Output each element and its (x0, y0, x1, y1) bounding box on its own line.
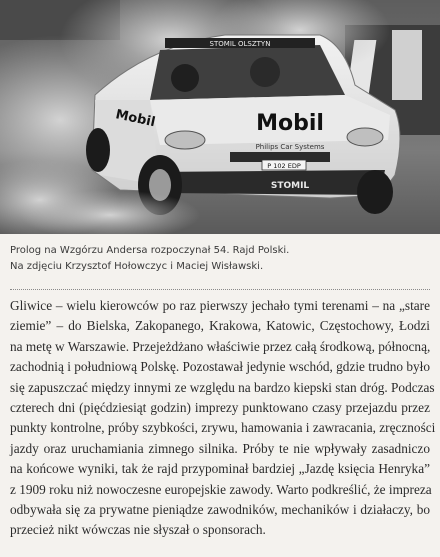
section-divider (10, 289, 430, 290)
hood-small-text: Philips Car Systems (255, 143, 325, 151)
body-line-2: ziemie” – do Bielska, Zakopanego, Krakowa, Katowic, Częstochowy, Łodzi (10, 318, 430, 334)
article-body (10, 296, 436, 541)
body-line-10: z 1909 roku niż nowoczesne europejskie zawody. Warto podkreślić, że impreza (10, 481, 432, 497)
windscreen-banner-text: STOMIL OLSZTYN (209, 40, 271, 48)
rally-car-photo (0, 0, 440, 234)
body-line-1: Gliwice – wielu kierowców po raz pierwszy jechało tymi terenami – na „stare (10, 298, 430, 313)
side-sponsor-text: Mobil (114, 107, 157, 131)
body-line-9: na końcowe wyniki, tak że rajd przypominał bardziej „Jazdę księcia Henryka” (10, 461, 430, 477)
license-plate-text: P 102 EDP (267, 162, 301, 170)
body-line-11: odbywała się za prywatne pieniądze zawodników, mechaników i działaczy, bo (10, 501, 430, 517)
body-line-4: zachodnią i południową Polskę. Pozostawał jedynie wschód, gdzie trudno było (10, 359, 430, 375)
body-line-12: przecież nikt wówczas nie słyszał o sponsorach. (10, 522, 266, 538)
body-line-7: punkty kontrolne, próby szybkości, zrywu, hamowania i zawracania, zręczności (10, 420, 436, 436)
body-line-6: czterech dni (pięćdziesiąt godzin) imprezy punktowano czasy przejazdu przez (10, 399, 430, 415)
caption-line-1: Prolog na Wzgórzu Andersa rozpoczynał 54. Rajd Polski. (10, 245, 290, 256)
body-line-8: jazdy oraz uruchamiania zimnego silnika. Próby te nie wpływały zasadniczo (10, 440, 430, 456)
photo-caption (10, 243, 430, 275)
caption-line-2: Na zdjęciu Krzysztof Hołowczyc i Maciej Wisławski. (10, 261, 264, 272)
body-line-5: się zapuszczać między innymi ze względu na bardzo kiepski stan dróg. Podczas (10, 379, 435, 395)
body-line-3: na metę w Warszawie. Przejeżdżano właściwie przez całą środkową, północną, (10, 338, 431, 354)
bumper-sponsor-text: STOMIL (270, 181, 310, 191)
hood-sponsor-text: Mobil (256, 111, 324, 136)
